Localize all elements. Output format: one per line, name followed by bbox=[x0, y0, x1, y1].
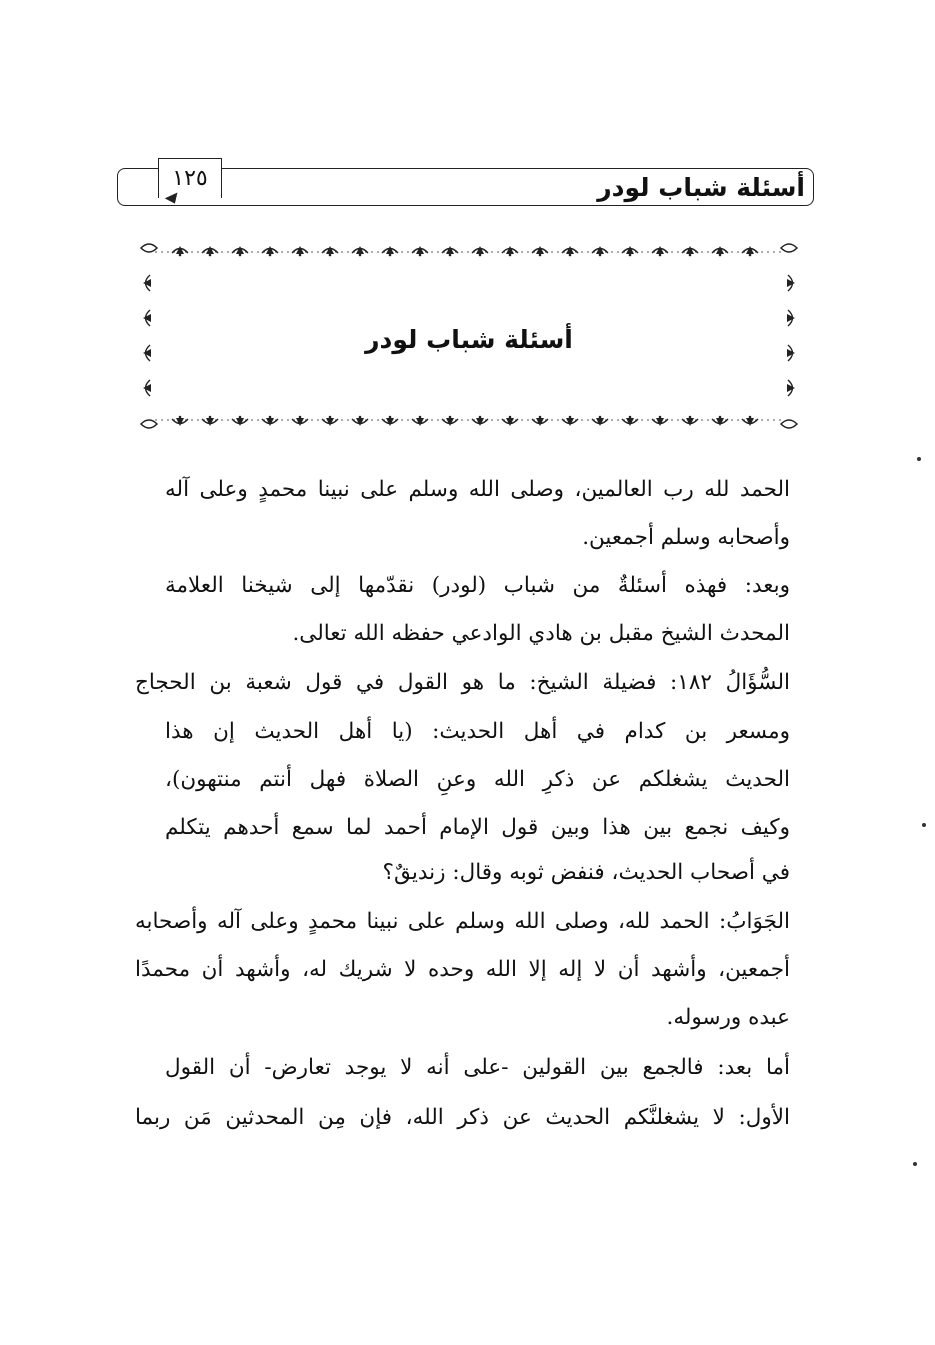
text-line-4: المحدث الشيخ مقبل بن هادي الوادعي حفظه الله تعالى. bbox=[292, 621, 790, 646]
text-line-10: الجَوَابُ: الحمد لله، وصلى الله وسلم على نبينا محمدٍ وعلى آله وأصحابه bbox=[135, 909, 790, 934]
scan-speck bbox=[922, 823, 926, 827]
page-number: ١٢٥ bbox=[172, 166, 208, 191]
text-line-3: وبعد: فهذه أسئلةٌ من شباب (لودر) نقدّمها إلى شيخنا العلامة bbox=[165, 573, 790, 598]
text-line-2: وأصحابه وسلم أجمعين. bbox=[582, 525, 790, 550]
text-line-11: أجمعين، وأشهد أن لا إله إلا الله وحده لا شريك له، وأشهد أن محمدًا bbox=[135, 957, 790, 982]
text-line-14: الأول: لا يشغلنَّكم الحديث عن ذكر الله، فإن مِن المحدثين مَن ربما bbox=[135, 1105, 790, 1130]
text-line-7: الحديث يشغلكم عن ذكرِ الله وعنِ الصلاة فهل أنتم منتهون)، bbox=[165, 767, 790, 792]
text-line-6: ومسعر بن كدام في أهل الحديث: (يا أهل الحديث إن هذا bbox=[165, 719, 790, 744]
text-line-8: وكيف نجمع بين هذا وبين قول الإمام أحمد لما سمع أحدهم يتكلم bbox=[165, 815, 790, 840]
text-line-9: في أصحاب الحديث، فنفض ثوبه وقال: زنديقٌ؟ bbox=[382, 860, 790, 885]
text-line-1: الحمد لله رب العالمين، وصلى الله وسلم على نبينا محمدٍ وعلى آله bbox=[165, 477, 790, 502]
text-line-5: السُّؤَالُ ١٨٢: فضيلة الشيخ: ما هو القول في قول شعبة بن الحجاج bbox=[135, 670, 790, 695]
text-line-12: عبده ورسوله. bbox=[666, 1005, 790, 1030]
scan-speck bbox=[917, 457, 921, 461]
scan-speck bbox=[913, 1162, 917, 1166]
bottom-ornament-row bbox=[155, 416, 783, 426]
chapter-title: أسئلة شباب لودر bbox=[365, 325, 573, 354]
top-ornament-row bbox=[155, 246, 783, 256]
text-line-13: أما بعد: فالجمع بين القولين -على أنه لا يوجد تعارض- أن القول bbox=[165, 1055, 790, 1080]
running-header-title: أسئلة شباب لودر bbox=[597, 173, 805, 202]
